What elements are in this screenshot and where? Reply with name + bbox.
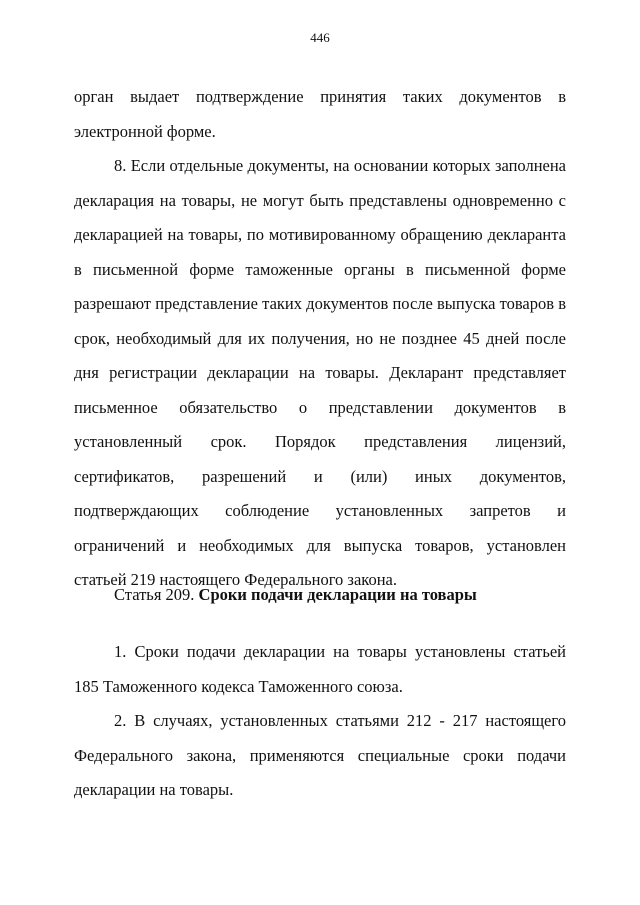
paragraph-item-1: 1. Сроки подачи декларации на товары установлены статьей 185 Таможенного кодекса Таможенного союза. [74,642,566,696]
article-heading [114,583,477,607]
paragraph-continuation: орган выдает подтверждение принятия таких документов в электронной форме. [74,87,566,141]
paragraph-item-8: 8. Если отдельные документы, на основании которых заполнена декларация на товары, не могут быть представлены одновременно с декларацией на товары, по мотивированному обращению декларанта в письменной форме таможенные органы в письменной форме разрешают представление таких документов после выпуска товаров в срок, необходимый для их получения, но не позднее 45 дней после дня регистрации декларации на товары. Декларант представляет письменное обязательство о представлении документов в установленный срок. Порядок представления лицензий, сертификатов, разрешений и (или) иных документов, подтверждающих соблюдение установленных запретов и ограничений и необходимых для выпуска товаров, установлен статьей 219 настоящего Федерального закона. [74,156,566,589]
page-number: 446 [310,30,330,45]
article-title: Сроки подачи декларации на товары [198,585,477,604]
article-label: Статья 209. [114,585,195,604]
paragraph-item-2: 2. В случаях, установленных статьями 212 - 217 настоящего Федерального закона, применяются специальные сроки подачи декларации на товары. [74,711,566,799]
